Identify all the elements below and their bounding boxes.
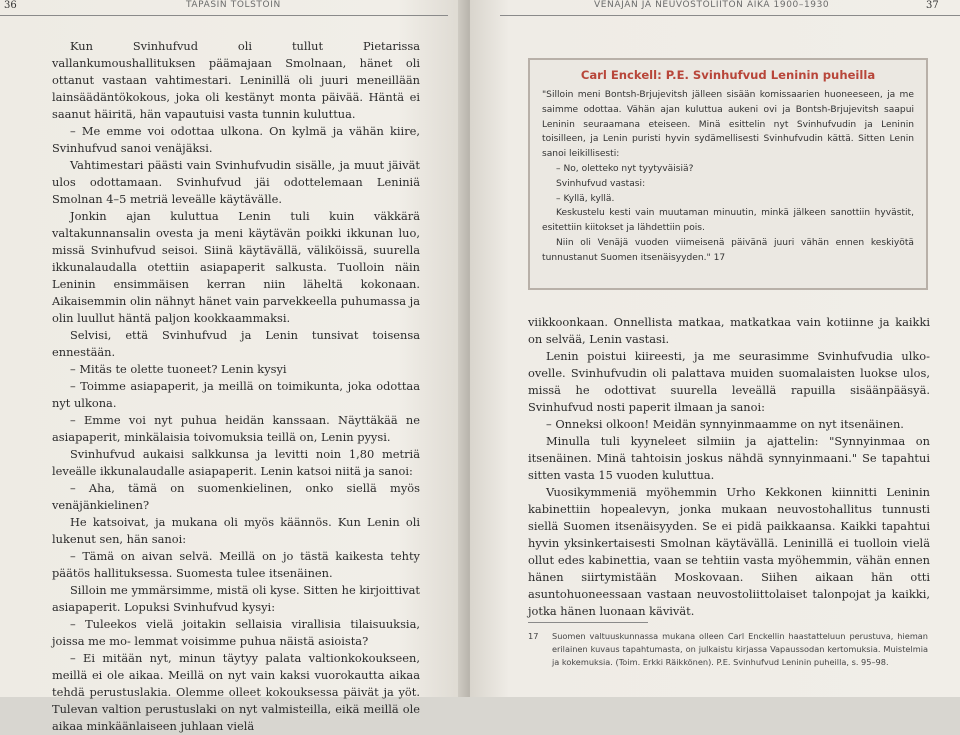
paragraph: – Emme voi nyt puhua heidän kanssaan. Näyttäkää ne asiapaperit, minkälaisia toivomuksia teillä on, Lenin pyysi.	[52, 413, 420, 444]
quote-paragraph: "Silloin meni Bontsh-Brjujevitsh jälleen sisään komissaarien huoneeseen, ja me saimme odottaa. Vähän ajan kuluttua aukeni ovi ja Bontsh-Brjujevitsh saapui Leninin seuraamana eteiseen. Minä esittelin nyt Svinhufvudin ja Leninin toisilleen, ja Lenin puristi hyvin sydämellisesti Svinhufvudin kättä. Sitten Lenin sanoi leikillisesti:	[542, 90, 914, 160]
right-page	[470, 0, 960, 697]
paragraph: Vuosikymmeniä myöhemmin Urho Kekkonen kiinnitti Leninin kabinettiin hopealevyn, jonka mukaan neuvostohallitus tunnusti siellä Suomen itsenäisyyden. Se ei pidä paikkaansa. Kaikki tapahtui hyvin yksinkertaisesti Smolnan käytävällä. Leninillä ei tuolloin vielä ollut edes kabinettia, vaan se tehtiin vasta myöhemmin, vähän ennen hänen siirtymistään Moskovaan. Siihen aikaan hän otti asuntohuoneessaan vastaan neuvostoliittolaiset talonpojat ja kaikki, jotka hänen luonaan kävivät.	[528, 485, 930, 618]
paragraph: Lenin poistui kiireesti, ja me seurasimme Svinhufvudia ulko-ovelle. Svinhufvudin oli palattava muiden suomalaisten luokse ulos, missä he odottivat suurella leveällä rapuilla sisäänpääsyä. Svinhufvud nosti paperit ilmaan ja sanoi:	[528, 349, 930, 414]
footnote-text: Suomen valtuuskunnassa mukana olleen Carl Enckellin haastatteluun perustuva, hieman erilainen kuvaus tapahtumasta, on julkaistu kirjassa Vapaussodan kertomuksia. Muistelmia ja kokemuksia. (Toim. Erkki Räikkönen). P.E. Svinhufvud Leninin puheilla, s. 95–98.	[552, 631, 928, 667]
quote-box-title: Carl Enckell: P.E. Svinhufvud Leninin puheilla	[580, 68, 876, 82]
quote-paragraph: Niin oli Venäjä vuoden viimeisenä päivänä juuri vähän ennen keskiyötä tunnustanut Suomen itsenäisyyden." 17	[542, 237, 914, 263]
header-rule	[0, 15, 448, 16]
quote-paragraph: – No, oletteko nyt tyytyväisiä?	[556, 163, 694, 174]
paragraph: Jonkin ajan kuluttua Lenin tuli kuin väkkärä valtakunnansalin ovesta ja meni käytävän poikki ikkunan luo, missä Svinhufvud seisoi. Siinä käytävällä, väliköissä, suurella ikkunalaudalla otettiin asiapaperit salkusta. Tuolloin näin Leninin ensimmäisen kerran niin läheltä kokonaan. Aikaisemmin olin nähnyt hänet vain parvekkeella puhumassa ja olin luullut häntä paljon kookkaammaksi.	[52, 209, 420, 325]
left-page	[0, 0, 468, 733]
paragraph: – Me emme voi odottaa ulkona. On kylmä ja vähän kiire, Svinhufvud sanoi venäjäksi.	[52, 124, 420, 155]
paragraph: – Aha, tämä on suomenkielinen, onko siellä myös venäjänkielinen?	[52, 481, 420, 512]
body-text	[528, 314, 930, 620]
quote-paragraph: Svinhufvud vastasi:	[556, 178, 646, 189]
quote-box	[528, 58, 928, 290]
paragraph: viikkoonkaan. Onnellista matkaa, matkatkaa vain kotiinne ja kaikki on selvää, Lenin vastasi.	[528, 315, 930, 346]
paragraph: – Mitäs te olette tuoneet? Lenin kysyi	[70, 362, 287, 376]
running-head: VENÄJÄN JA NEUVOSTOLIITON AIKA 1900–1930	[594, 0, 830, 10]
quote-paragraph: – Kyllä, kyllä.	[556, 193, 615, 204]
paragraph: Vahtimestari päästi vain Svinhufvudin sisälle, ja muut jäivät ulos odottamaan. Svinhufvud jäi odottelemaan Leniniä Smolnan 4–5 metriä leveälle käytävälle.	[52, 158, 420, 206]
footnote-rule	[528, 622, 648, 623]
page-number: 36	[4, 0, 17, 11]
paragraph: – Tuleekos vielä joitakin sellaisia virallisia tilaisuuksia, joissa me mo- lemmat voisimme puhua näistä asioista?	[52, 617, 420, 648]
paragraph: Selvisi, että Svinhufvud ja Lenin tunsivat toisensa ennestään.	[52, 328, 420, 359]
paragraph: – Onneksi olkoon! Meidän synnyinmaamme on nyt itsenäinen.	[546, 417, 904, 431]
paragraph: – Ei mitään nyt, minun täytyy palata valtionkokoukseen, meillä ei ole aikaa. Meillä on nyt vain kaksi vuorokautta aikaa tehdä perustuslakia. Olemme olleet kokouksessa päivät ja yöt. Tulevan valtion perustuslaki on nyt valmisteilla, eikä meillä ole aikaa minkäänlaiseen juhlaan vielä	[52, 651, 420, 733]
paragraph: Silloin me ymmärsimme, mistä oli kyse. Sitten he kirjoittivat asiapaperit. Lopuksi Svinhufvud kysyi:	[52, 583, 420, 614]
page-number: 37	[926, 0, 939, 11]
header-rule	[500, 15, 960, 16]
footnote-number: 17	[528, 631, 539, 641]
paragraph: Minulla tuli kyyneleet silmiin ja ajattelin: "Synnyinmaa on itsenäinen. Minä tahtoisin joskus nähdä synnyinmaani." Se tapahtui sitten vasta 15 vuoden kuluttua.	[528, 434, 930, 482]
paragraph: – Toimme asiapaperit, ja meillä on toimikunta, joka odottaa nyt ulkona.	[52, 379, 420, 410]
quote-paragraph: Keskustelu kesti vain muutaman minuutin, minkä jälkeen sanottiin hyvästit, esitettiin kiitokset ja lähdettiin pois.	[542, 208, 914, 234]
footnote	[528, 630, 928, 669]
body-text	[52, 38, 420, 735]
running-head: TAPASIN TOLSTOIN	[186, 0, 281, 10]
paragraph: He katsoivat, ja mukana oli myös käännös. Kun Lenin oli lukenut sen, hän sanoi:	[52, 515, 420, 546]
quote-box-body	[542, 88, 914, 266]
paragraph: – Tämä on aivan selvä. Meillä on jo tästä kaikesta tehty päätös hallituksessa. Suomesta tulee itsenäinen.	[52, 549, 420, 580]
paragraph: Svinhufvud aukaisi salkkunsa ja levitti noin 1,80 metriä leveälle ikkunalaudalle asiapaperit. Lenin katsoi niitä ja sanoi:	[52, 447, 420, 478]
paragraph: Kun Svinhufvud oli tullut Pietarissa vallankumoushallituksen päämajaan Smolnaan, hänet oli ottanut vastaan vahtimestari. Leninillä oli juuri meneillään lainsäädäntökokous, joka oli kestänyt monta päivää. Häntä ei saanut häiritä, hän vapautuisi vasta tunnin kuluttua.	[52, 39, 420, 121]
